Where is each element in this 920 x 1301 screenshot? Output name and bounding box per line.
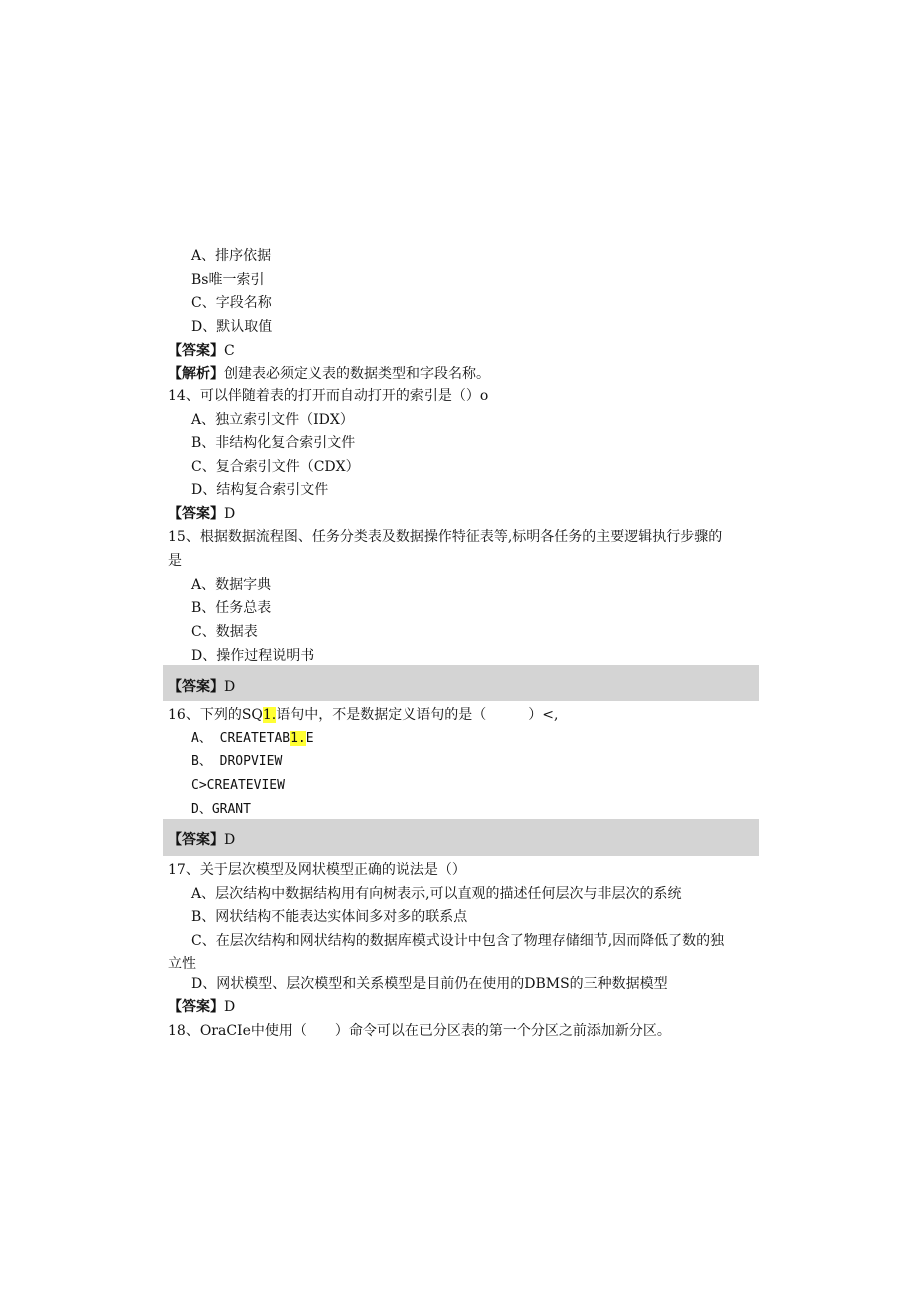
q13-option-b: Bs唯一索引	[191, 272, 265, 288]
analysis-text: 创建表必须定义表的数据类型和字段名称。	[224, 366, 490, 382]
q17-answer	[168, 997, 235, 1017]
q15-option-d: D、操作过程说明书	[191, 648, 315, 664]
answer-value: D	[224, 506, 236, 522]
q17-option-b: B、网状结构不能表达实体间多对多的联系点	[191, 909, 468, 925]
highlight-band	[163, 665, 759, 701]
q13-option-c: C、字段名称	[191, 295, 272, 311]
q17-option-a: A、层次结构中数据结构用有向树表示,可以直观的描述任何层次与非层次的系统	[191, 886, 682, 902]
q15-option-b: B、任务总表	[191, 600, 272, 616]
q15-option-a: A、数据字典	[191, 577, 272, 593]
q15-stem-line1: 15、根据数据流程图、任务分类表及数据操作特征表等,标明各任务的主要逻辑执行步骤的	[168, 529, 723, 545]
q16-stem	[168, 705, 558, 725]
q15-option-c: C、数据表	[191, 624, 258, 640]
highlight-band	[163, 819, 759, 856]
q16-option-b: B、 DROPVIEW	[191, 754, 283, 769]
q13-option-d: D、默认取值	[191, 319, 273, 335]
answer-value: D	[224, 999, 236, 1015]
q14-answer	[168, 504, 235, 524]
q17-option-d: D、网状模型、层次模型和关系模型是目前仍在使用的DBMS的三种数据模型	[191, 976, 668, 992]
answer-label: 【答案】	[168, 999, 224, 1015]
q14-option-c: C、复合索引文件（CDX）	[191, 459, 360, 475]
answer-value: D	[224, 679, 236, 695]
q16-stem-highlight: 1.	[262, 707, 277, 723]
q13-answer	[168, 341, 235, 361]
answer-label: 【答案】	[168, 343, 224, 359]
q13-analysis	[168, 364, 490, 384]
q17-option-c-line1: C、在层次结构和网状结构的数据库模式设计中包含了物理存储细节,因而降低了数的独	[191, 933, 725, 949]
q13-option-a: A、排序依据	[191, 248, 272, 264]
q17-stem: 17、关于层次模型及网状模型正确的说法是（）	[168, 862, 466, 878]
answer-label: 【答案】	[168, 506, 224, 522]
q14-stem: 14、可以伴随着表的打开而自动打开的索引是（）o	[168, 388, 489, 404]
q17-option-c-line2: 立性	[168, 956, 196, 972]
answer-label: 【答案】	[168, 679, 224, 695]
q14-option-d: D、结构复合索引文件	[191, 482, 329, 498]
q14-option-a: A、独立索引文件（IDX）	[191, 412, 354, 428]
q16-option-c: C>CREATEVIEW	[191, 778, 285, 793]
q15-answer	[168, 677, 235, 697]
q16-answer	[168, 830, 235, 850]
q16-stem-part1: 16、下列的SQ	[168, 707, 263, 723]
q15-stem-line2: 是	[168, 553, 182, 569]
answer-value: D	[224, 832, 236, 848]
q16-option-a	[191, 729, 314, 749]
q16-option-a-part1: A、 CREATETAB	[191, 731, 291, 746]
q16-option-a-highlight: 1.	[290, 731, 306, 746]
analysis-label: 【解析】	[168, 366, 224, 382]
q18-stem: 18、OraCIe中使用（ ）命令可以在已分区表的第一个分区之前添加新分区。	[168, 1023, 671, 1039]
q16-option-a-part2: E	[305, 731, 314, 746]
answer-label: 【答案】	[168, 832, 224, 848]
answer-value: C	[224, 343, 235, 359]
q14-option-b: B、非结构化复合索引文件	[191, 435, 356, 451]
q16-option-d: D、GRANT	[191, 802, 251, 817]
q16-stem-part2: 语句中，不是数据定义语句的是（ ）<,	[276, 707, 559, 723]
